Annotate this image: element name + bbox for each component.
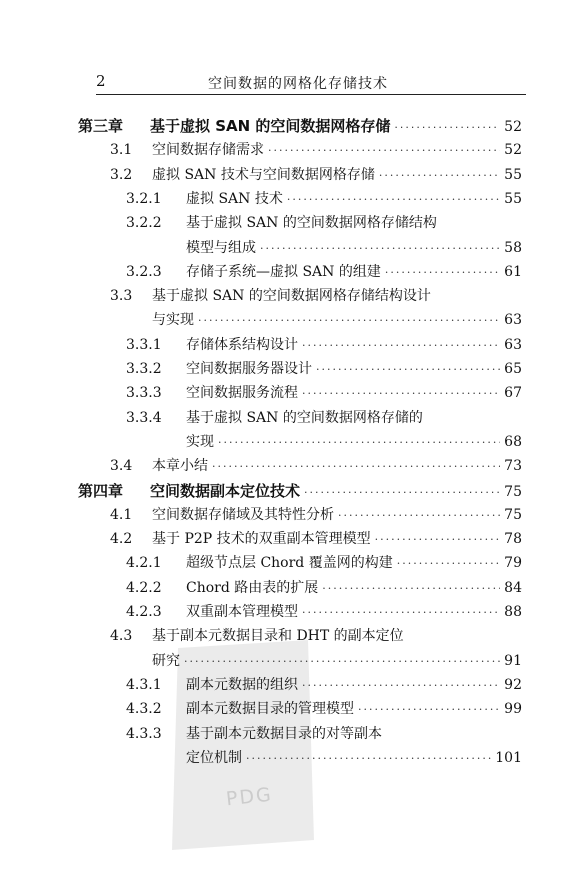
- toc-entry-number: 第四章: [78, 481, 124, 500]
- toc-entry[interactable]: [126, 383, 522, 404]
- toc-leader-dots: [385, 263, 500, 283]
- toc-entry-title: 空间数据服务器设计: [186, 361, 312, 377]
- toc-entry[interactable]: [110, 456, 522, 477]
- toc-entry-title: 基于副本元数据目录和 DHT 的副本定位: [152, 628, 404, 645]
- toc-entry[interactable]: [126, 675, 522, 696]
- toc-entry[interactable]: [126, 724, 522, 744]
- toc-leader-dots: [302, 384, 500, 404]
- toc-entry-title: 副本元数据目录的管理模型: [186, 701, 354, 718]
- toc-leader-dots: [397, 554, 500, 574]
- toc-entry-number: 3.4: [110, 458, 133, 475]
- toc-entry-page: 75: [504, 506, 522, 523]
- toc-entry[interactable]: [126, 335, 522, 356]
- toc-entry-number: 4.2.3: [126, 604, 162, 620]
- toc-leader-dots: [268, 141, 500, 161]
- toc-entry-page: 52: [504, 119, 522, 135]
- toc-entry-number: 3.3.4: [126, 409, 162, 426]
- toc-leader-dots: [394, 118, 500, 138]
- toc-entry[interactable]: [78, 481, 522, 503]
- toc-entry-title: 存储体系结构设计: [186, 336, 298, 353]
- toc-entry[interactable]: [126, 432, 522, 453]
- toc-entry-title: 基于 P2P 技术的双重副本管理模型: [152, 531, 371, 548]
- toc-entry-number: 第三章: [78, 117, 124, 135]
- toc-entry[interactable]: [78, 116, 522, 138]
- toc-leader-dots: [260, 239, 500, 259]
- toc-entry[interactable]: [126, 213, 522, 233]
- toc-leader-dots: [184, 652, 500, 672]
- toc-entry-page: 79: [504, 555, 522, 572]
- toc-entry-title: 存储子系统—虚拟 SAN 的组建: [186, 263, 381, 280]
- toc-entry-title: 研究: [152, 652, 180, 669]
- toc-entry-page: 63: [504, 336, 522, 353]
- toc-entry[interactable]: [126, 748, 522, 769]
- toc-entry-page: 55: [504, 190, 522, 207]
- toc-entry-title: 基于副本元数据目录的对等副本: [186, 725, 382, 742]
- toc-entry-title: 基于虚拟 SAN 的空间数据网格存储结构设计: [152, 288, 431, 305]
- toc-entry-number: 4.3.3: [126, 725, 162, 742]
- toc-entry-page: 78: [504, 531, 522, 548]
- toc-leader-dots: [302, 603, 500, 623]
- toc-entry-title: 基于虚拟 SAN 的空间数据网格存储的: [186, 409, 423, 426]
- toc-leader-dots: [287, 190, 500, 210]
- toc-entry[interactable]: [110, 505, 522, 526]
- toc-leader-dots: [304, 483, 500, 503]
- toc-leader-dots: [358, 700, 500, 720]
- toc-entry[interactable]: [110, 165, 522, 186]
- toc-leader-dots: [379, 166, 500, 186]
- toc-leader-dots: [338, 506, 500, 526]
- toc-leader-dots: [316, 360, 500, 380]
- toc-entry-page: 84: [504, 579, 522, 596]
- toc-entry-title: 基于虚拟 SAN 的空间数据网格存储结构: [186, 215, 437, 232]
- toc-entry-page: 91: [504, 652, 522, 669]
- toc-leader-dots: [218, 433, 500, 453]
- toc-entry[interactable]: [126, 602, 522, 623]
- running-title: 空间数据的网格化存储技术: [208, 76, 388, 92]
- toc-entry[interactable]: [110, 286, 522, 306]
- toc-entry-page: 73: [504, 458, 522, 475]
- toc-entry-title: 双重副本管理模型: [186, 604, 298, 620]
- toc-leader-dots: [322, 579, 500, 599]
- toc-entry-number: 3.2.1: [126, 190, 162, 207]
- toc-entry-number: 3.3.1: [126, 336, 162, 353]
- toc-entry[interactable]: [126, 553, 522, 574]
- toc-entry-page: 99: [504, 701, 522, 718]
- toc-leader-dots: [246, 749, 491, 769]
- toc-entry-page: 63: [504, 312, 522, 329]
- toc-entry-number: 3.3.2: [126, 361, 162, 377]
- toc-entry-number: 3.3: [110, 288, 133, 305]
- toc-entry-title: 虚拟 SAN 技术与空间数据网格存储: [152, 166, 375, 183]
- toc-entry[interactable]: [110, 626, 522, 646]
- toc-leader-dots: [212, 457, 500, 477]
- toc-entry-number: 3.2.2: [126, 215, 162, 232]
- toc-entry-number: 3.2: [110, 166, 133, 183]
- toc-entry-title: 实现: [186, 433, 214, 450]
- toc-entry-title: 定位机制: [186, 749, 242, 766]
- toc-entry[interactable]: [110, 140, 522, 161]
- toc-entry-number: 3.1: [110, 142, 133, 159]
- toc-entry-title: 模型与组成: [186, 239, 256, 256]
- toc-entry-title: 空间数据存储域及其特性分析: [152, 506, 334, 523]
- toc-entry-number: 4.3.1: [126, 676, 162, 693]
- toc-entry-title: 空间数据存储需求: [152, 142, 264, 159]
- toc-entry-number: 4.3.2: [126, 701, 162, 718]
- toc-entry-title: 基于虚拟 SAN 的空间数据网格存储: [150, 117, 391, 135]
- toc-entry-number: 4.3: [110, 628, 133, 645]
- toc-leader-dots: [302, 676, 500, 696]
- toc-entry-page: 61: [504, 263, 522, 280]
- toc-entry-title: 副本元数据的组织: [186, 676, 298, 693]
- toc-entry-title: Chord 路由表的扩展: [186, 579, 319, 596]
- toc-entry[interactable]: [110, 310, 522, 331]
- toc-entry-page: 58: [504, 239, 522, 256]
- toc-entry-title: 超级节点层 Chord 覆盖网的构建: [186, 555, 393, 572]
- toc-entry-title: 空间数据副本定位技术: [150, 481, 301, 500]
- toc-entry-page: 88: [504, 604, 522, 620]
- toc-entry-number: 4.2: [110, 531, 133, 548]
- toc-entry-title: 虚拟 SAN 技术: [186, 190, 283, 207]
- toc-entry[interactable]: [126, 359, 522, 380]
- toc-entry-title: 本章小结: [152, 458, 208, 475]
- toc-entry[interactable]: [110, 529, 522, 550]
- toc-entry-page: 75: [504, 483, 522, 500]
- toc-entry-number: 4.2.1: [126, 555, 162, 572]
- watermark-text: PDG: [224, 783, 274, 811]
- toc-entry[interactable]: [126, 262, 522, 283]
- toc-entry-number: 3.3.3: [126, 385, 162, 402]
- toc-entry-page: 68: [504, 433, 522, 450]
- toc-entry[interactable]: [110, 651, 522, 672]
- toc-entry-page: 55: [504, 166, 522, 183]
- toc-entry-page: 65: [504, 361, 522, 377]
- toc-entry[interactable]: [126, 408, 522, 428]
- toc-entry-page: 101: [495, 749, 522, 766]
- toc-entry-page: 52: [504, 142, 522, 159]
- toc-entry[interactable]: [126, 189, 522, 210]
- toc-entry[interactable]: [126, 578, 522, 599]
- toc-entry-number: 4.1: [110, 506, 133, 523]
- toc-entry[interactable]: [126, 699, 522, 720]
- toc-entry-page: 67: [504, 385, 522, 402]
- toc-entry-number: 3.2.3: [126, 263, 162, 280]
- toc-entry-title: 空间数据服务流程: [186, 385, 298, 402]
- toc-entry-title: 与实现: [152, 312, 194, 329]
- toc-leader-dots: [302, 336, 500, 356]
- toc-entry-number: 4.2.2: [126, 579, 162, 596]
- page-number: 2: [96, 72, 106, 90]
- toc-entry[interactable]: [126, 238, 522, 259]
- toc-leader-dots: [375, 530, 501, 550]
- toc-leader-dots: [198, 311, 500, 331]
- toc-entry-page: 92: [504, 676, 522, 693]
